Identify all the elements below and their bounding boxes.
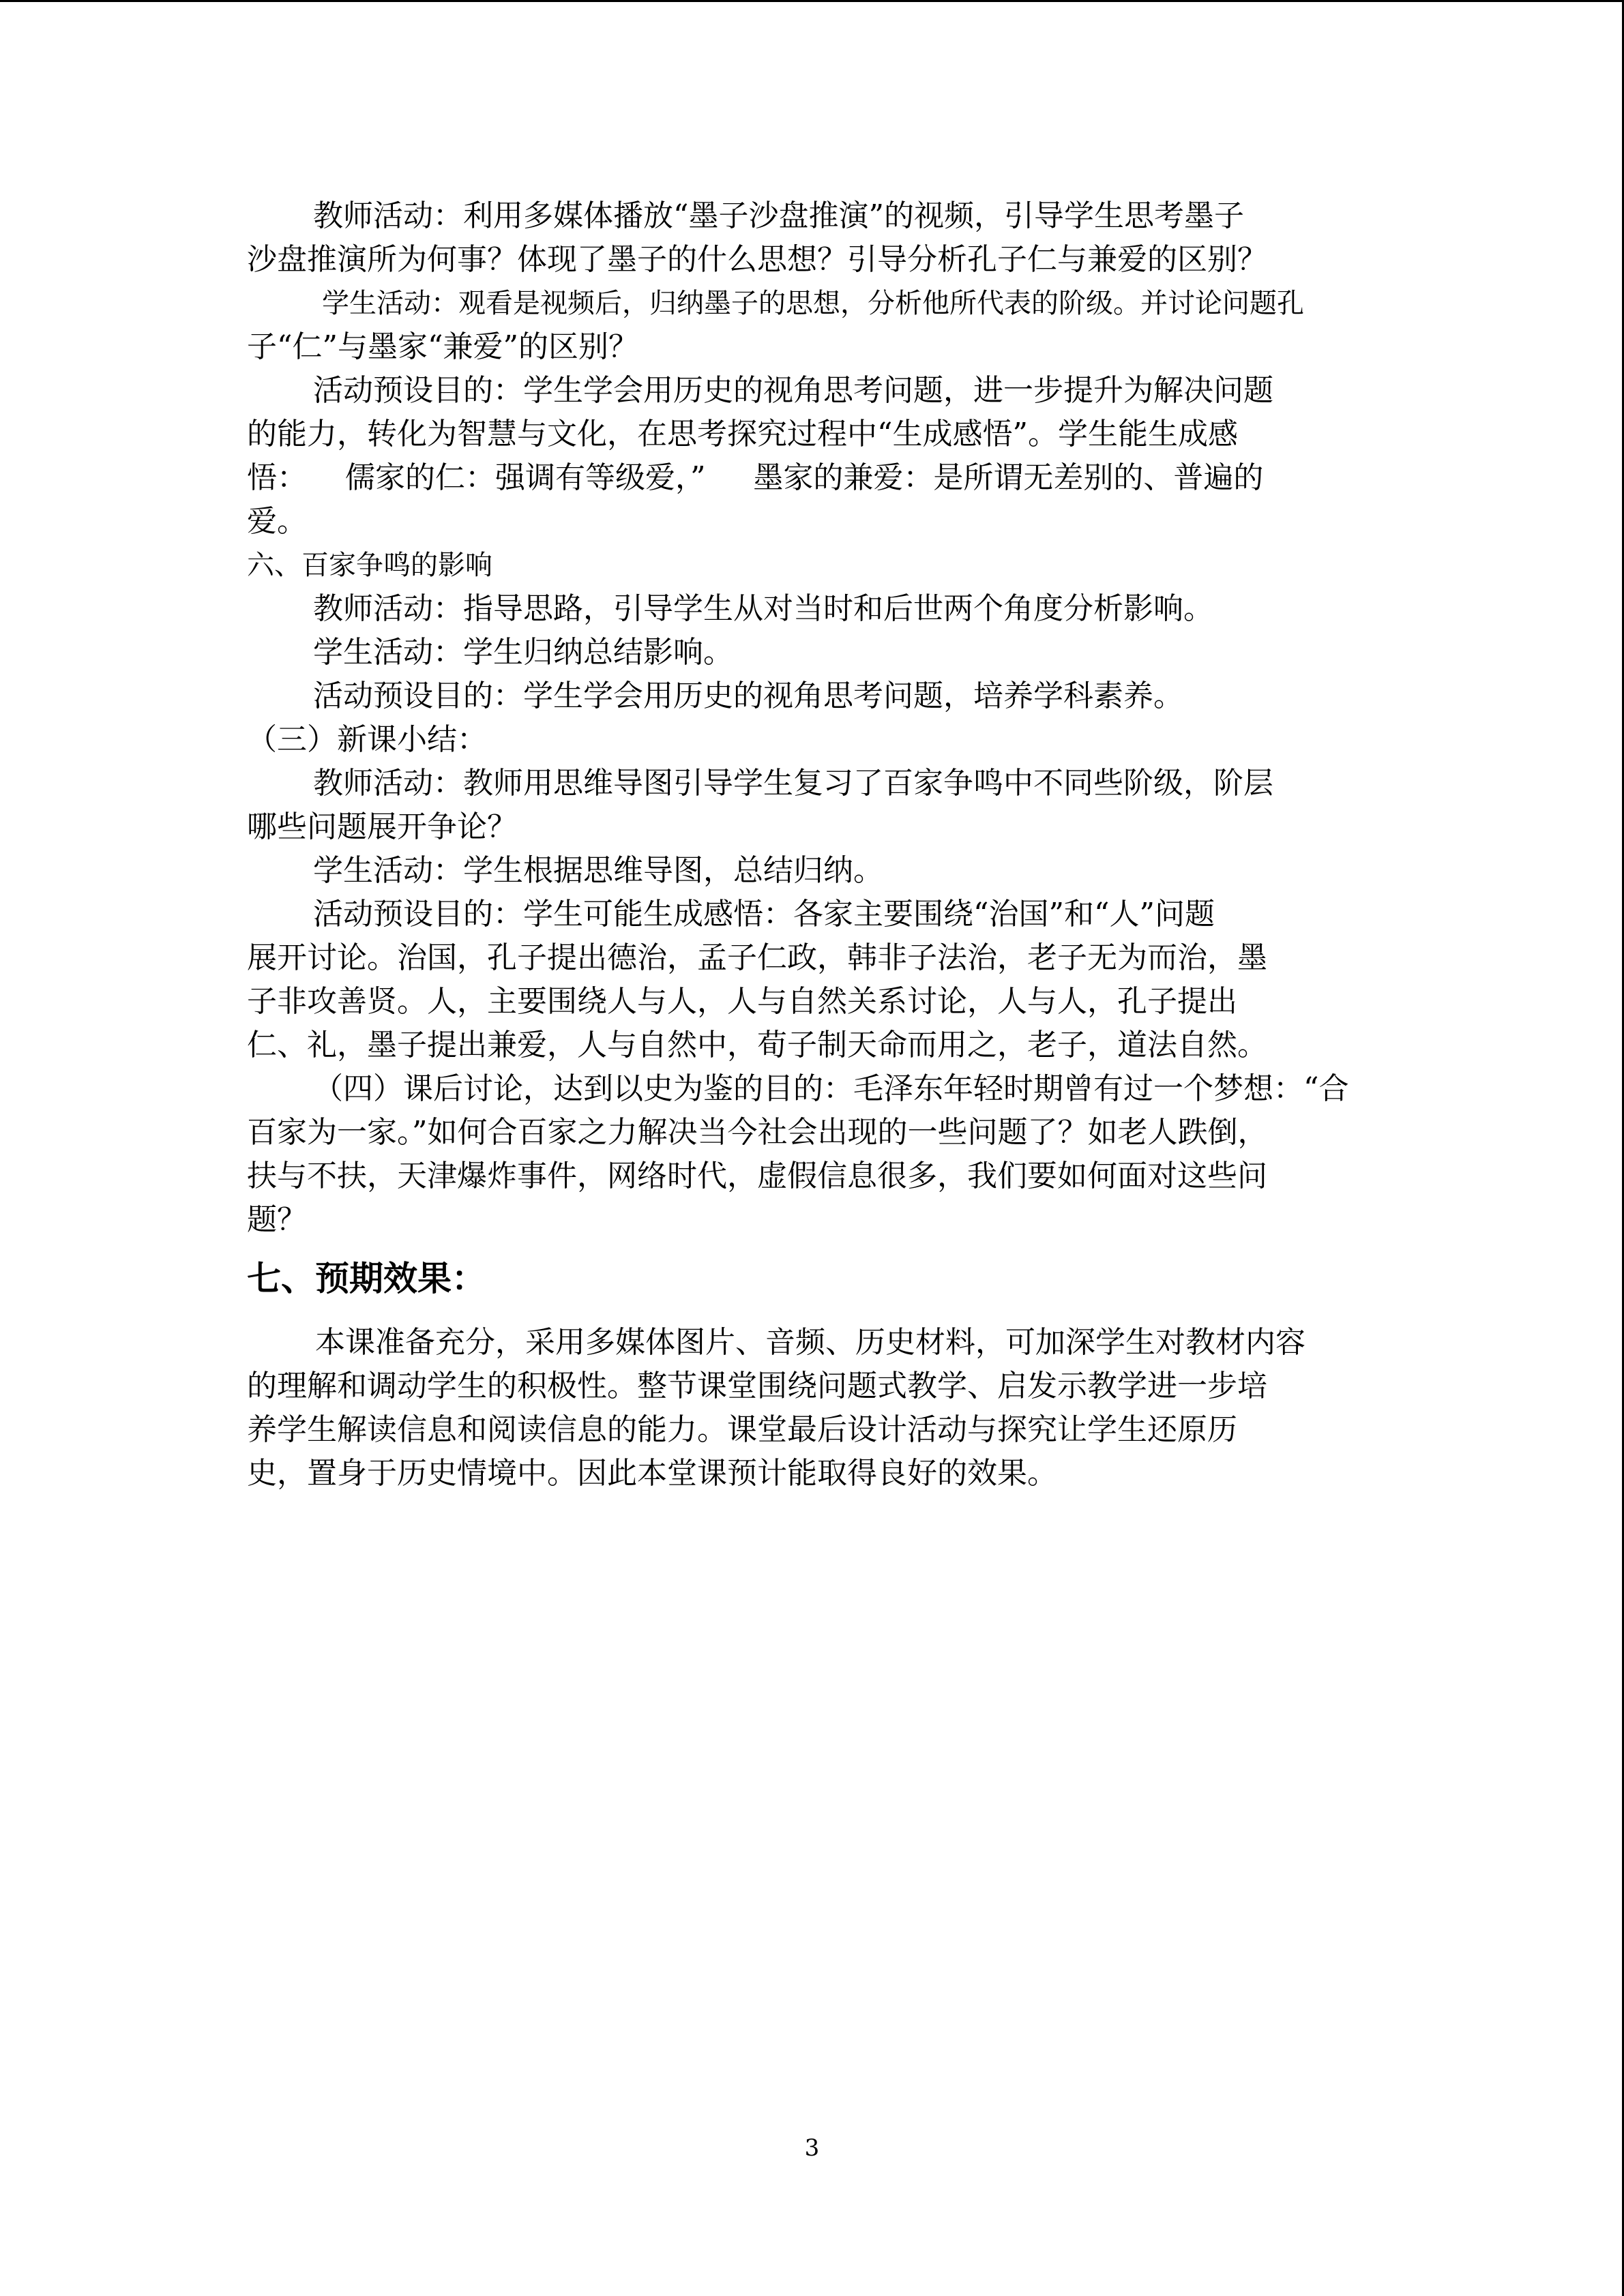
text-line: 的能力，转化为智慧与文化，在思考探究过程中“生成感悟”。学生能生成感 xyxy=(247,417,1238,451)
text-line: 扶与不扶，天津爆炸事件，网络时代，虚假信息很多，我们要如何面对这些问 xyxy=(247,1159,1267,1193)
text-line: 哪些问题展开争论？ xyxy=(247,809,517,844)
text-line: 教师活动：教师用思维导图引导学生复习了百家争鸣中不同些阶级，阶层 xyxy=(313,766,1273,801)
section-heading-seven: 七、预期效果： xyxy=(247,1258,486,1298)
subsection-heading-summary: （三）新课小结： xyxy=(247,722,487,757)
text-line: 活动预设目的：学生学会用历史的视角思考问题，培养学科素养。 xyxy=(313,679,1183,713)
text-line: 展开讨论。治国，孔子提出德治，孟子仁政，韩非子法治，老子无为而治，墨 xyxy=(247,940,1267,975)
text-line: 仁、礼，墨子提出兼爱，人与自然中，荀子制天命而用之，老子，道法自然。 xyxy=(247,1028,1267,1062)
text-line: （四）课后讨论，达到以史为鉴的目的：毛泽东年轻时期曾有过一个梦想：“合 xyxy=(313,1071,1349,1106)
page-content xyxy=(247,194,1379,1495)
text-line: 学生活动：学生归纳总结影响。 xyxy=(313,635,733,670)
page-number: 3 xyxy=(804,2134,820,2162)
text-line: 子“仁”与墨家“兼爱”的区别？ xyxy=(247,329,638,364)
text-line: 的理解和调动学生的积极性。整节课堂围绕问题式教学、启发示教学进一步培 xyxy=(247,1369,1267,1403)
text-line: 活动预设目的：学生可能生成感悟：各家主要围绕“治国”和“人”问题 xyxy=(313,897,1215,931)
section-heading-six: 六、百家争鸣的影响 xyxy=(247,550,492,581)
top-border-line xyxy=(0,0,1624,2)
text-line: 百家为一家。”如何合百家之力解决当今社会出现的一些问题了？如老人跌倒， xyxy=(247,1115,1268,1150)
text-line: 学生活动：学生根据思维导图，总结归纳。 xyxy=(313,853,883,888)
text-line: 养学生解读信息和阅读信息的能力。课堂最后设计活动与探究让学生还原历 xyxy=(247,1412,1237,1447)
text-line: 沙盘推演所为何事？体现了墨子的什么思想？引导分析孔子仁与兼爱的区别？ xyxy=(247,242,1267,277)
text-line: 本课准备充分，采用多媒体图片、音频、历史材料，可加深学生对教材内容 xyxy=(315,1325,1305,1360)
text-line: 教师活动：指导思路，引导学生从对当时和后世两个角度分析影响。 xyxy=(313,591,1213,626)
text-line: 悟： 儒家的仁：强调有等级爱，” 墨家的兼爱：是所谓无差别的、普遍的 xyxy=(247,460,1264,495)
text-line: 活动预设目的：学生学会用历史的视角思考问题，进一步提升为解决问题 xyxy=(313,373,1273,408)
text-line: 题？ xyxy=(247,1202,307,1237)
text-line: 子非攻善贤。人，主要围绕人与人，人与自然关系讨论，人与人，孔子提出 xyxy=(247,984,1237,1019)
text-line: 教师活动：利用多媒体播放“墨子沙盘推演”的视频，引导学生思考墨子 xyxy=(313,198,1244,233)
text-line: 爱。 xyxy=(247,504,307,539)
text-line: 史，置身于历史情境中。因此本堂课预计能取得良好的效果。 xyxy=(247,1456,1057,1491)
text-line: 学生活动：观看是视频后，归纳墨子的思想，分析他所代表的阶级。并讨论问题孔 xyxy=(322,288,1304,319)
